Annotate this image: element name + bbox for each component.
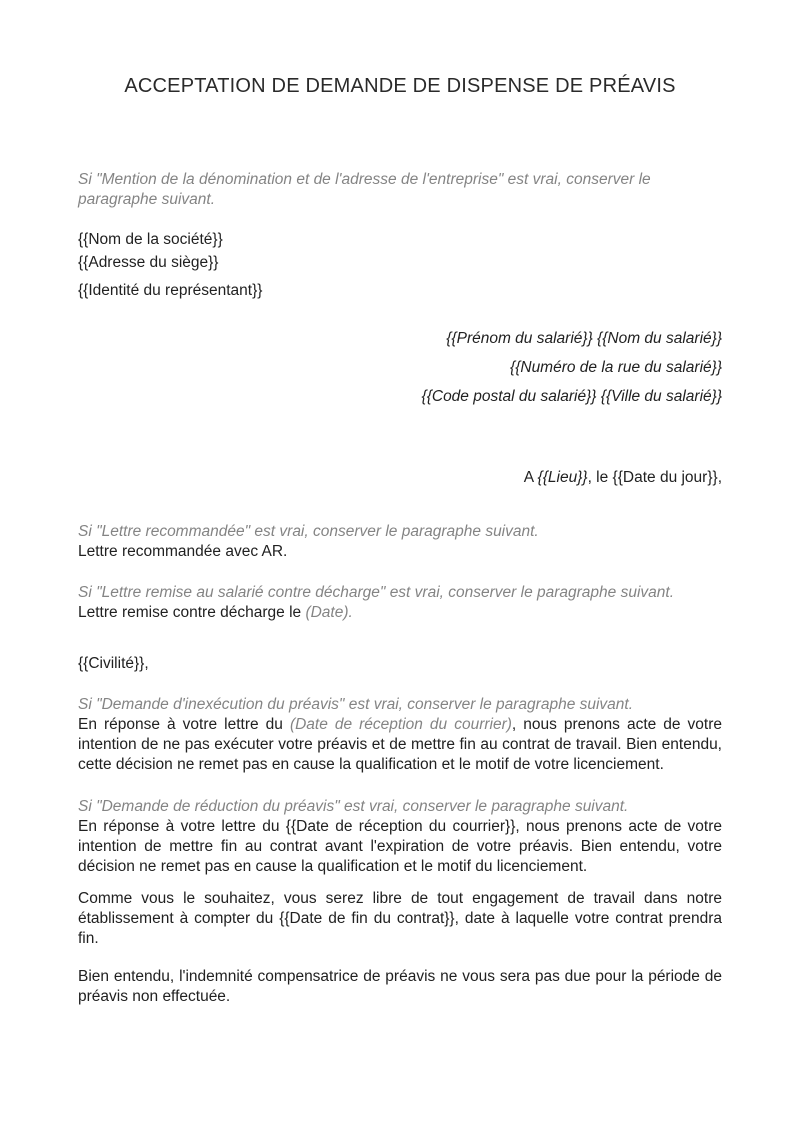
registered-letter-text: Lettre recommandée avec AR.: [78, 543, 288, 560]
company-address-placeholder: {{Adresse du siège}}: [78, 254, 219, 271]
registered-letter-section: [78, 522, 722, 562]
place-date-line: [78, 468, 722, 488]
discharge-letter-text: [78, 603, 722, 623]
employee-city-placeholder: {{Code postal du salarié}} {{Ville du salarié}}: [421, 388, 722, 405]
condition-reduction: Si "Demande de réduction du préavis" est vrai, conserver le paragraphe suivant.: [78, 798, 629, 815]
employee-name-placeholder: {{Prénom du salarié}} {{Nom du salarié}}: [446, 330, 722, 347]
non-execution-prefix: En réponse à votre lettre du: [78, 716, 290, 733]
reduction-paragraph: En réponse à votre lettre du {{Date de réception du courrier}}, nous prenons acte de votre intention de mettre fin au contrat avant l'expiration de votre préavis. Bien entendu, votre décision ne remet pas en cause la qualification et le motif du licenciement.: [78, 818, 722, 875]
employee-address-block: [78, 324, 722, 411]
reception-date-hint: (Date de réception du courrier): [289, 716, 512, 733]
non-execution-paragraph: [78, 715, 722, 775]
indemnity-paragraph: Bien entendu, l'indemnité compensatrice de préavis ne vous sera pas due pour la période de préavis non effectuée.: [78, 968, 722, 1005]
reduction-section: [78, 797, 722, 877]
salutation-placeholder: {{Civilité}},: [78, 655, 149, 672]
employee-street-placeholder: {{Numéro de la rue du salarié}}: [510, 359, 722, 376]
discharge-letter-prefix: Lettre remise contre décharge le: [78, 604, 306, 621]
condition-company-mention: Si "Mention de la dénomination et de l'adresse de l'entreprise" est vrai, conserver le paragraphe suivant.: [78, 171, 651, 208]
condition-non-execution: Si "Demande d'inexécution du préavis" est vrai, conserver le paragraphe suivant.: [78, 696, 634, 713]
document-title: ACCEPTATION DE DEMANDE DE DISPENSE DE PRÉAVIS: [124, 75, 676, 97]
release-paragraph: Comme vous le souhaitez, vous serez libre de tout engagement de travail dans notre établissement à compter du {{Date de fin du contrat}}, date à laquelle votre contrat prendra fin.: [78, 890, 722, 947]
company-name-placeholder: {{Nom de la société}}: [78, 231, 223, 248]
condition-registered-letter: Si "Lettre recommandée" est vrai, conserver le paragraphe suivant.: [78, 523, 539, 540]
company-address-block: [78, 228, 722, 274]
date-line-prefix: A: [523, 469, 538, 486]
company-representative-placeholder: {{Identité du représentant}}: [78, 282, 263, 299]
date-line-suffix: , le {{Date du jour}},: [587, 469, 722, 486]
condition-discharge-letter: Si "Lettre remise au salarié contre décharge" est vrai, conserver le paragraphe suivant.: [78, 584, 675, 601]
place-placeholder: {{Lieu}}: [537, 469, 588, 486]
discharge-date-hint: (Date).: [305, 604, 353, 621]
non-execution-section: [78, 695, 722, 775]
non-execution-suffix: , nous prenons acte de votre intention de ne pas exécuter votre préavis et de mettre fin au contrat de travail. Bien entendu, cette décision ne remet pas en cause la qualification et le motif de votre licenciement.: [78, 716, 723, 773]
discharge-letter-section: [78, 583, 722, 623]
